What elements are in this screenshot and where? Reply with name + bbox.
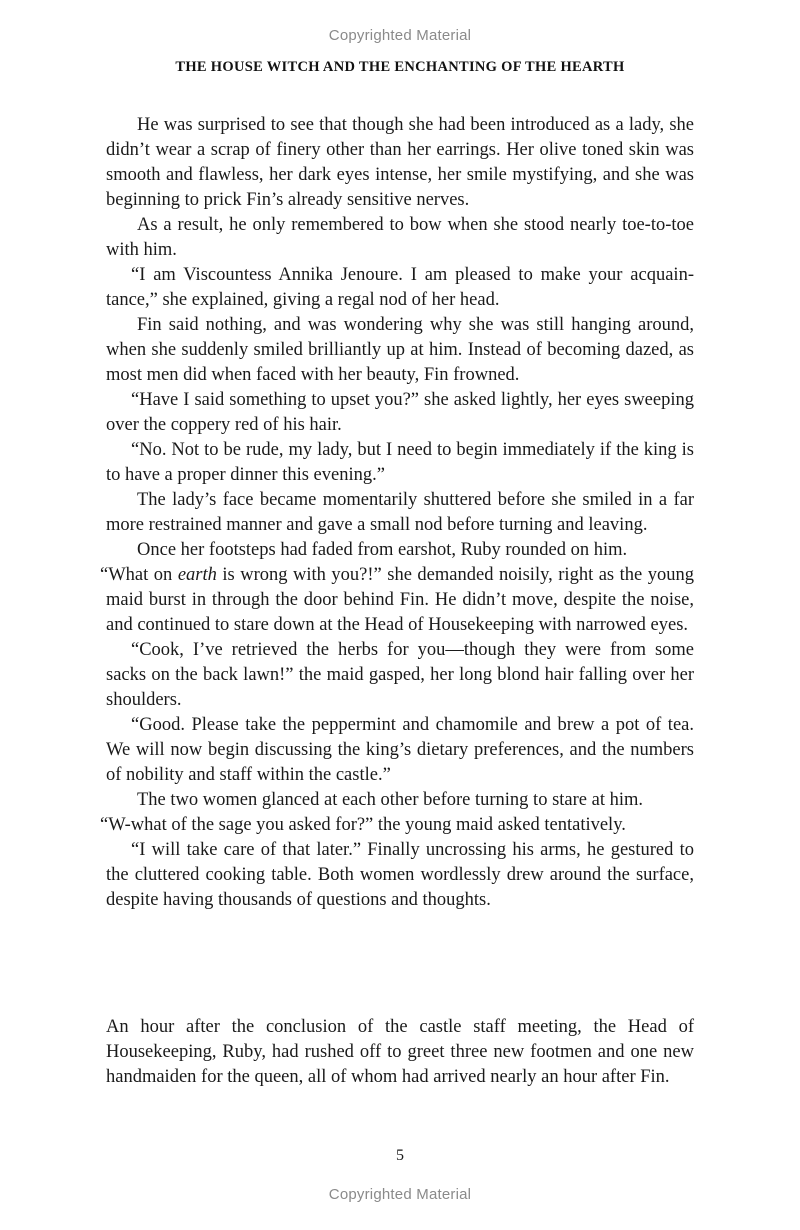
paragraph: The lady’s face became momentarily shuttered before she smiled in a far more restrained manner and gave a small nod before turning and leaving. xyxy=(106,490,694,535)
watermark-bottom: Copyrighted Material xyxy=(328,1186,472,1203)
watermark-top: Copyrighted Material xyxy=(328,27,472,44)
paragraph: “No. Not to be rude, my lady, but I need to begin immediately if the king is to have a proper dinner this evening.” xyxy=(106,440,694,485)
open-quote: “ xyxy=(100,565,109,585)
paragraph: “W-what of the sage you asked for?” the young maid asked tentatively. xyxy=(100,815,626,835)
paragraph: He was surprised to see that though she had been introduced as a lady, she didn’t wear a scrap of finery other than her earrings. Her olive toned skin was smooth and flawless, her dark eyes intense, her smile mystifying, and she was beginning to prick Fin’s already sensitive nerves. xyxy=(106,115,694,210)
paragraph: The two women glanced at each other before turning to stare at him. xyxy=(137,790,643,810)
paragraph: Once her footsteps had faded from earshot, Ruby rounded on him. xyxy=(137,540,628,560)
paragraph: As a result, he only remembered to bow when she stood nearly toe-to-toe with him. xyxy=(106,215,694,260)
page-number: 5 xyxy=(396,1147,404,1164)
paragraph xyxy=(100,563,695,638)
paragraph: “I am Viscountess Annika Jenoure. I am pleased to make your acquaintance,” she explained, giving a regal nod of her head. xyxy=(106,265,694,310)
text-run: is wrong with you?!” she demanded noisily, right as the young maid burst in through the door behind Fin. He didn’t move, despite the noise, and continued to stare down at the Head of Housekeeping with narrowed eyes. xyxy=(106,565,695,635)
chapter-body xyxy=(100,113,695,913)
paragraph: An hour after the conclusion of the castle staff meeting, the Head of Housekeeping, Ruby, had rushed off to greet three new footmen and one new handmaiden for the queen, all of whom had arrived nearly an hour after Fin. xyxy=(106,1017,694,1087)
paragraph: “Cook, I’ve retrieved the herbs for you—though they were from some sacks on the back lawn!” the maid gasped, her long blond hair falling over her shoulders. xyxy=(106,640,694,710)
paragraph: “Good. Please take the peppermint and chamomile and brew a pot of tea. We will now begin discussing the king’s dietary preferences, and the numbers of nobility and staff within the castle.” xyxy=(106,715,694,785)
paragraph: Fin said nothing, and was wondering why she was still hanging around, when she suddenly smiled brilliantly up at him. Instead of becoming dazed, as most men did when faced with her beauty, Fin frowned. xyxy=(106,315,694,385)
paragraph: “Have I said something to upset you?” she asked lightly, her eyes sweeping over the coppery red of his hair. xyxy=(106,390,694,435)
paragraph: “I will take care of that later.” Finally uncrossing his arms, he gestured to the cluttered cooking table. Both women wordlessly drew around the surface, despite having thousands of questions and thoughts. xyxy=(106,840,694,910)
text-run: What on xyxy=(108,565,173,585)
emphasis-text: earth xyxy=(177,565,217,585)
running-head: THE HOUSE WITCH AND THE ENCHANTING OF THE HEARTH xyxy=(175,59,625,75)
section-two-body xyxy=(106,1015,694,1090)
